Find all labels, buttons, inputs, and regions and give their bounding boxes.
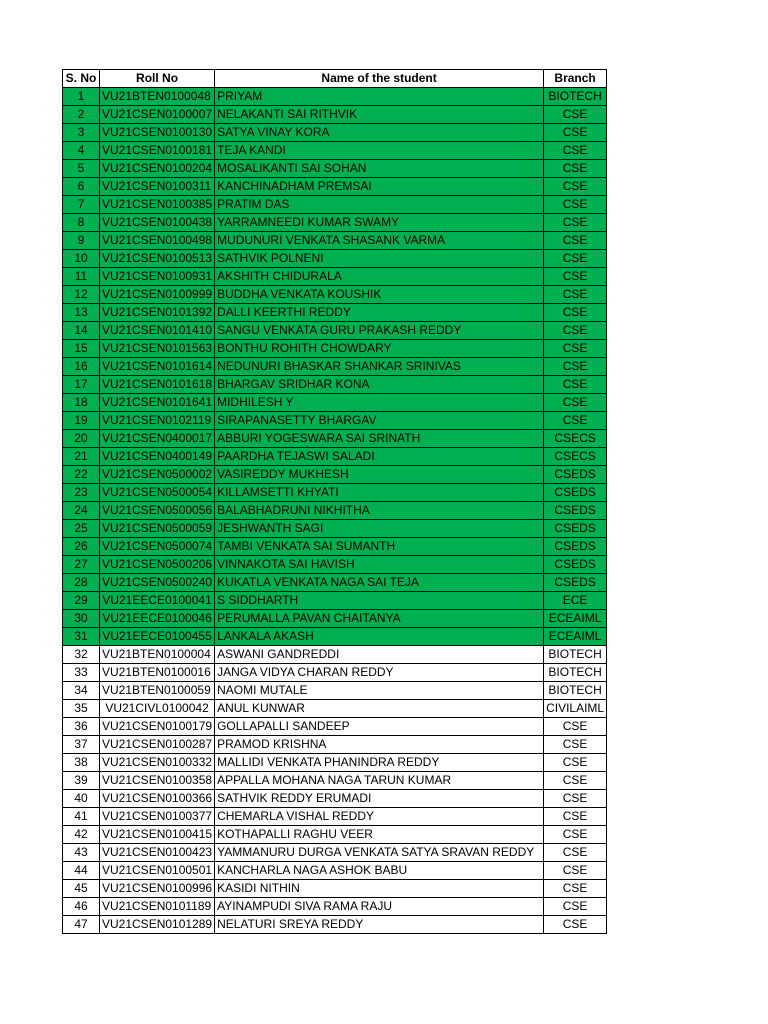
cell-student-name: YARRAMNEEDI KUMAR SWAMY bbox=[215, 214, 544, 232]
table-row bbox=[63, 556, 607, 574]
table-body bbox=[63, 88, 607, 934]
cell-student-name: KANCHINADHAM PREMSAI bbox=[215, 178, 544, 196]
cell-branch: CSE bbox=[544, 880, 607, 898]
cell-branch: CSEDS bbox=[544, 502, 607, 520]
table-row bbox=[63, 646, 607, 664]
cell-student-name: PRAMOD KRISHNA bbox=[215, 736, 544, 754]
table-row bbox=[63, 358, 607, 376]
cell-branch: CSE bbox=[544, 286, 607, 304]
cell-roll-no: VU21BTEN0100059 bbox=[100, 682, 215, 700]
cell-sno: 43 bbox=[63, 844, 100, 862]
cell-sno: 17 bbox=[63, 376, 100, 394]
cell-student-name: MALLIDI VENKATA PHANINDRA REDDY bbox=[215, 754, 544, 772]
table-row bbox=[63, 628, 607, 646]
cell-branch: CSECS bbox=[544, 448, 607, 466]
cell-roll-no: VU21CSEN0101289 bbox=[100, 916, 215, 934]
table-row bbox=[63, 340, 607, 358]
cell-branch: CSEDS bbox=[544, 466, 607, 484]
cell-sno: 38 bbox=[63, 754, 100, 772]
cell-branch: CSE bbox=[544, 196, 607, 214]
cell-branch: CIVILAIML bbox=[544, 700, 607, 718]
cell-roll-no: VU21CSEN0100311 bbox=[100, 178, 215, 196]
cell-roll-no: VU21CSEN0100332 bbox=[100, 754, 215, 772]
cell-roll-no: VU21BTEN0100004 bbox=[100, 646, 215, 664]
cell-sno: 41 bbox=[63, 808, 100, 826]
table-row bbox=[63, 484, 607, 502]
cell-branch: CSE bbox=[544, 322, 607, 340]
table-row bbox=[63, 142, 607, 160]
cell-branch: CSE bbox=[544, 340, 607, 358]
cell-student-name: BHARGAV SRIDHAR KONA bbox=[215, 376, 544, 394]
cell-branch: CSE bbox=[544, 106, 607, 124]
cell-roll-no: VU21CSEN0100366 bbox=[100, 790, 215, 808]
cell-student-name: SANGU VENKATA GURU PRAKASH REDDY bbox=[215, 322, 544, 340]
cell-roll-no: VU21CSEN0101563 bbox=[100, 340, 215, 358]
table-row bbox=[63, 106, 607, 124]
cell-student-name: BALABHADRUNI NIKHITHA bbox=[215, 502, 544, 520]
cell-student-name: SATHVIK REDDY ERUMADI bbox=[215, 790, 544, 808]
cell-sno: 16 bbox=[63, 358, 100, 376]
cell-student-name: KUKATLA VENKATA NAGA SAI TEJA bbox=[215, 574, 544, 592]
table-row bbox=[63, 736, 607, 754]
cell-student-name: TEJA KANDI bbox=[215, 142, 544, 160]
cell-roll-no: VU21CSEN0500074 bbox=[100, 538, 215, 556]
cell-sno: 10 bbox=[63, 250, 100, 268]
cell-student-name: JANGA VIDYA CHARAN REDDY bbox=[215, 664, 544, 682]
table-row bbox=[63, 898, 607, 916]
cell-student-name: VASIREDDY MUKHESH bbox=[215, 466, 544, 484]
cell-sno: 14 bbox=[63, 322, 100, 340]
table-header bbox=[63, 70, 607, 88]
cell-branch: CSE bbox=[544, 178, 607, 196]
cell-sno: 7 bbox=[63, 196, 100, 214]
cell-student-name: BONTHU ROHITH CHOWDARY bbox=[215, 340, 544, 358]
cell-branch: CSEDS bbox=[544, 484, 607, 502]
cell-sno: 20 bbox=[63, 430, 100, 448]
cell-branch: CSEDS bbox=[544, 574, 607, 592]
table-row bbox=[63, 394, 607, 412]
cell-sno: 25 bbox=[63, 520, 100, 538]
cell-roll-no: VU21EECE0100046 bbox=[100, 610, 215, 628]
cell-student-name: ANUL KUNWAR bbox=[215, 700, 544, 718]
cell-sno: 28 bbox=[63, 574, 100, 592]
cell-roll-no: VU21CSEN0100358 bbox=[100, 772, 215, 790]
cell-sno: 33 bbox=[63, 664, 100, 682]
cell-roll-no: VU21CSEN0400017 bbox=[100, 430, 215, 448]
cell-sno: 34 bbox=[63, 682, 100, 700]
cell-student-name: MUDUNURI VENKATA SHASANK VARMA bbox=[215, 232, 544, 250]
cell-roll-no: VU21CSEN0500059 bbox=[100, 520, 215, 538]
cell-sno: 32 bbox=[63, 646, 100, 664]
table-row bbox=[63, 232, 607, 250]
cell-branch: CSE bbox=[544, 268, 607, 286]
cell-roll-no: VU21CSEN0100415 bbox=[100, 826, 215, 844]
header-roll-no: Roll No bbox=[100, 70, 215, 88]
cell-roll-no: VU21CSEN0500206 bbox=[100, 556, 215, 574]
cell-sno: 11 bbox=[63, 268, 100, 286]
table-row bbox=[63, 214, 607, 232]
cell-sno: 22 bbox=[63, 466, 100, 484]
cell-student-name: MIDHILESH Y bbox=[215, 394, 544, 412]
cell-roll-no: VU21CSEN0100385 bbox=[100, 196, 215, 214]
cell-sno: 19 bbox=[63, 412, 100, 430]
table-row bbox=[63, 124, 607, 142]
table-row bbox=[63, 520, 607, 538]
cell-student-name: PRATIM DAS bbox=[215, 196, 544, 214]
cell-branch: ECEAIML bbox=[544, 628, 607, 646]
header-sno: S. No bbox=[63, 70, 100, 88]
cell-roll-no: VU21CSEN0101614 bbox=[100, 358, 215, 376]
cell-student-name: JESHWANTH SAGI bbox=[215, 520, 544, 538]
cell-student-name: KASIDI NITHIN bbox=[215, 880, 544, 898]
cell-branch: CSE bbox=[544, 754, 607, 772]
cell-student-name: NELAKANTI SAI RITHVIK bbox=[215, 106, 544, 124]
cell-student-name: NAOMI MUTALE bbox=[215, 682, 544, 700]
cell-student-name: AYINAMPUDI SIVA RAMA RAJU bbox=[215, 898, 544, 916]
cell-sno: 42 bbox=[63, 826, 100, 844]
cell-student-name: PAARDHA TEJASWI SALADI bbox=[215, 448, 544, 466]
cell-sno: 9 bbox=[63, 232, 100, 250]
cell-sno: 23 bbox=[63, 484, 100, 502]
cell-student-name: SATYA VINAY KORA bbox=[215, 124, 544, 142]
table-row bbox=[63, 754, 607, 772]
table-row bbox=[63, 664, 607, 682]
cell-student-name: KOTHAPALLI RAGHU VEER bbox=[215, 826, 544, 844]
cell-sno: 21 bbox=[63, 448, 100, 466]
cell-student-name: VINNAKOTA SAI HAVISH bbox=[215, 556, 544, 574]
cell-sno: 2 bbox=[63, 106, 100, 124]
cell-roll-no: VU21BTEN0100016 bbox=[100, 664, 215, 682]
table-row bbox=[63, 322, 607, 340]
cell-sno: 8 bbox=[63, 214, 100, 232]
cell-sno: 15 bbox=[63, 340, 100, 358]
cell-sno: 18 bbox=[63, 394, 100, 412]
cell-branch: CSE bbox=[544, 718, 607, 736]
cell-branch: BIOTECH bbox=[544, 682, 607, 700]
cell-branch: CSE bbox=[544, 232, 607, 250]
table-row bbox=[63, 826, 607, 844]
cell-student-name: NEDUNURI BHASKAR SHANKAR SRINIVAS bbox=[215, 358, 544, 376]
table-row bbox=[63, 196, 607, 214]
cell-sno: 6 bbox=[63, 178, 100, 196]
cell-student-name: DALLI KEERTHI REDDY bbox=[215, 304, 544, 322]
cell-branch: CSE bbox=[544, 916, 607, 934]
table-row bbox=[63, 376, 607, 394]
cell-student-name: PERUMALLA PAVAN CHAITANYA bbox=[215, 610, 544, 628]
table-row bbox=[63, 610, 607, 628]
cell-roll-no: VU21BTEN0100048 bbox=[100, 88, 215, 106]
table-row bbox=[63, 790, 607, 808]
table-row bbox=[63, 700, 607, 718]
cell-student-name: CHEMARLA VISHAL REDDY bbox=[215, 808, 544, 826]
cell-student-name: NELATURI SREYA REDDY bbox=[215, 916, 544, 934]
table-row bbox=[63, 538, 607, 556]
cell-branch: ECE bbox=[544, 592, 607, 610]
cell-roll-no: VU21CSEN0100007 bbox=[100, 106, 215, 124]
cell-roll-no: VU21CSEN0100996 bbox=[100, 880, 215, 898]
cell-roll-no: VU21CSEN0100931 bbox=[100, 268, 215, 286]
cell-sno: 40 bbox=[63, 790, 100, 808]
table-row bbox=[63, 268, 607, 286]
table-row bbox=[63, 844, 607, 862]
cell-sno: 26 bbox=[63, 538, 100, 556]
cell-student-name: SATHVIK POLNENI bbox=[215, 250, 544, 268]
cell-sno: 4 bbox=[63, 142, 100, 160]
table-row bbox=[63, 160, 607, 178]
cell-sno: 44 bbox=[63, 862, 100, 880]
cell-branch: CSE bbox=[544, 790, 607, 808]
cell-sno: 3 bbox=[63, 124, 100, 142]
header-branch: Branch bbox=[544, 70, 607, 88]
cell-branch: CSECS bbox=[544, 430, 607, 448]
table-row bbox=[63, 178, 607, 196]
cell-roll-no: VU21EECE0100041 bbox=[100, 592, 215, 610]
cell-student-name: ABBURI YOGESWARA SAI SRINATH bbox=[215, 430, 544, 448]
header-student-name: Name of the student bbox=[215, 70, 544, 88]
cell-sno: 31 bbox=[63, 628, 100, 646]
cell-roll-no: VU21CSEN0100181 bbox=[100, 142, 215, 160]
cell-sno: 29 bbox=[63, 592, 100, 610]
cell-branch: CSE bbox=[544, 376, 607, 394]
cell-roll-no: VU21CSEN0400149 bbox=[100, 448, 215, 466]
table-row bbox=[63, 502, 607, 520]
cell-student-name: LANKALA AKASH bbox=[215, 628, 544, 646]
cell-roll-no: VU21CSEN0102119 bbox=[100, 412, 215, 430]
cell-roll-no: VU21CSEN0500240 bbox=[100, 574, 215, 592]
cell-roll-no: VU21CSEN0101641 bbox=[100, 394, 215, 412]
cell-sno: 30 bbox=[63, 610, 100, 628]
cell-sno: 39 bbox=[63, 772, 100, 790]
cell-student-name: YAMMANURU DURGA VENKATA SATYA SRAVAN REDDY bbox=[215, 844, 544, 862]
cell-branch: CSEDS bbox=[544, 520, 607, 538]
table-row bbox=[63, 250, 607, 268]
table-row bbox=[63, 592, 607, 610]
cell-branch: CSE bbox=[544, 304, 607, 322]
table-row bbox=[63, 772, 607, 790]
cell-student-name: KILLAMSETTI KHYATI bbox=[215, 484, 544, 502]
cell-branch: CSE bbox=[544, 142, 607, 160]
cell-branch: CSE bbox=[544, 736, 607, 754]
cell-student-name: AKSHITH CHIDURALA bbox=[215, 268, 544, 286]
cell-branch: CSE bbox=[544, 826, 607, 844]
cell-branch: CSEDS bbox=[544, 538, 607, 556]
cell-roll-no: VU21CSEN0100438 bbox=[100, 214, 215, 232]
cell-roll-no: VU21CSEN0100501 bbox=[100, 862, 215, 880]
cell-roll-no: VU21CSEN0500054 bbox=[100, 484, 215, 502]
cell-branch: CSE bbox=[544, 772, 607, 790]
cell-roll-no: VU21CSEN0100179 bbox=[100, 718, 215, 736]
cell-sno: 5 bbox=[63, 160, 100, 178]
cell-roll-no: VU21CSEN0101618 bbox=[100, 376, 215, 394]
cell-student-name: SIRAPANASETTY BHARGAV bbox=[215, 412, 544, 430]
cell-roll-no: VU21CSEN0101410 bbox=[100, 322, 215, 340]
cell-student-name: ASWANI GANDREDDI bbox=[215, 646, 544, 664]
cell-student-name: PRIYAM bbox=[215, 88, 544, 106]
table-row bbox=[63, 916, 607, 934]
cell-branch: CSE bbox=[544, 358, 607, 376]
cell-sno: 37 bbox=[63, 736, 100, 754]
cell-branch: CSE bbox=[544, 214, 607, 232]
cell-roll-no: VU21CSEN0100999 bbox=[100, 286, 215, 304]
table-row bbox=[63, 862, 607, 880]
cell-branch: ECEAIML bbox=[544, 610, 607, 628]
cell-branch: BIOTECH bbox=[544, 664, 607, 682]
cell-roll-no: VU21CSEN0100423 bbox=[100, 844, 215, 862]
cell-student-name: GOLLAPALLI SANDEEP bbox=[215, 718, 544, 736]
cell-branch: CSE bbox=[544, 250, 607, 268]
table-row bbox=[63, 412, 607, 430]
cell-branch: BIOTECH bbox=[544, 88, 607, 106]
table-row bbox=[63, 574, 607, 592]
cell-sno: 35 bbox=[63, 700, 100, 718]
cell-sno: 13 bbox=[63, 304, 100, 322]
cell-roll-no: VU21CSEN0100377 bbox=[100, 808, 215, 826]
cell-branch: CSE bbox=[544, 844, 607, 862]
table-row bbox=[63, 718, 607, 736]
table-row bbox=[63, 466, 607, 484]
table-row bbox=[63, 682, 607, 700]
cell-sno: 47 bbox=[63, 916, 100, 934]
cell-branch: CSE bbox=[544, 124, 607, 142]
table-row bbox=[63, 880, 607, 898]
cell-roll-no: VU21CSEN0100513 bbox=[100, 250, 215, 268]
cell-roll-no: VU21CSEN0101392 bbox=[100, 304, 215, 322]
cell-sno: 36 bbox=[63, 718, 100, 736]
table-row bbox=[63, 304, 607, 322]
table-row bbox=[63, 286, 607, 304]
cell-roll-no: VU21CSEN0100204 bbox=[100, 160, 215, 178]
cell-branch: CSEDS bbox=[544, 556, 607, 574]
cell-roll-no: VU21EECE0100455 bbox=[100, 628, 215, 646]
table-row bbox=[63, 448, 607, 466]
cell-roll-no: VU21CSEN0500056 bbox=[100, 502, 215, 520]
cell-sno: 1 bbox=[63, 88, 100, 106]
cell-branch: CSE bbox=[544, 394, 607, 412]
cell-roll-no: VU21CSEN0100498 bbox=[100, 232, 215, 250]
cell-sno: 24 bbox=[63, 502, 100, 520]
cell-roll-no: VU21CSEN0100130 bbox=[100, 124, 215, 142]
cell-student-name: APPALLA MOHANA NAGA TARUN KUMAR bbox=[215, 772, 544, 790]
cell-roll-no: VU21CSEN0101189 bbox=[100, 898, 215, 916]
cell-roll-no: VU21CSEN0100287 bbox=[100, 736, 215, 754]
cell-branch: CSE bbox=[544, 160, 607, 178]
cell-branch: CSE bbox=[544, 808, 607, 826]
cell-branch: BIOTECH bbox=[544, 646, 607, 664]
header-row bbox=[63, 70, 607, 88]
cell-student-name: KANCHARLA NAGA ASHOK BABU bbox=[215, 862, 544, 880]
cell-student-name: MOSALIKANTI SAI SOHAN bbox=[215, 160, 544, 178]
cell-roll-no: VU21CSEN0500002 bbox=[100, 466, 215, 484]
cell-sno: 12 bbox=[63, 286, 100, 304]
cell-sno: 27 bbox=[63, 556, 100, 574]
cell-student-name: BUDDHA VENKATA KOUSHIK bbox=[215, 286, 544, 304]
cell-student-name: S SIDDHARTH bbox=[215, 592, 544, 610]
table-row bbox=[63, 88, 607, 106]
cell-student-name: TAMBI VENKATA SAI SUMANTH bbox=[215, 538, 544, 556]
cell-branch: CSE bbox=[544, 412, 607, 430]
cell-sno: 46 bbox=[63, 898, 100, 916]
cell-sno: 45 bbox=[63, 880, 100, 898]
cell-roll-no: VU21CIVL0100042 bbox=[100, 700, 215, 718]
cell-branch: CSE bbox=[544, 862, 607, 880]
student-table bbox=[62, 69, 607, 934]
table-row bbox=[63, 808, 607, 826]
table-row bbox=[63, 430, 607, 448]
cell-branch: CSE bbox=[544, 898, 607, 916]
